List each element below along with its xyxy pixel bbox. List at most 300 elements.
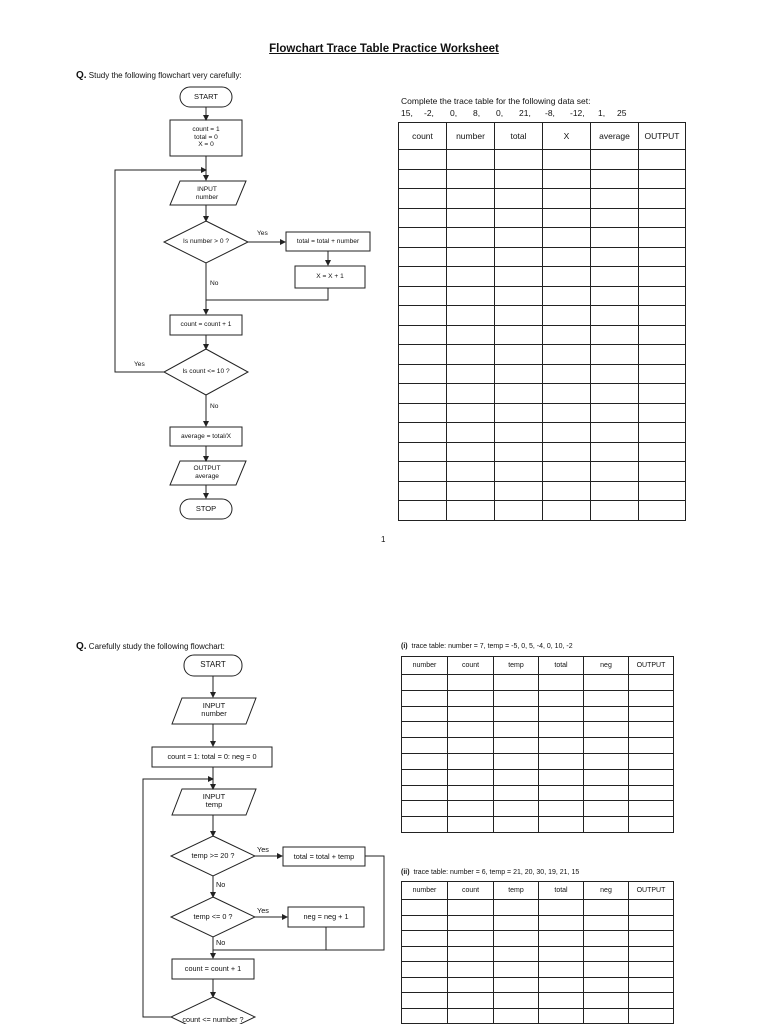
table-cell[interactable] — [591, 403, 639, 423]
table-cell[interactable] — [584, 817, 629, 833]
table-cell[interactable] — [539, 817, 584, 833]
table-cell[interactable] — [495, 481, 543, 501]
q2-decision3-text: count <= number ? — [182, 1015, 244, 1024]
q2-decision2-text: temp <= 0 ? — [193, 912, 233, 921]
table-row — [399, 423, 686, 443]
q1-total-text: total = total + number — [296, 238, 360, 245]
q1-init-line3: X = 0 — [198, 141, 214, 148]
table-cell[interactable] — [494, 931, 539, 947]
table-cell[interactable] — [584, 977, 629, 993]
table-cell[interactable] — [495, 286, 543, 306]
table-cell[interactable] — [584, 722, 629, 738]
table-cell[interactable] — [495, 423, 543, 443]
table-cell[interactable] — [447, 169, 495, 189]
table-cell[interactable] — [402, 769, 448, 785]
table-cell[interactable] — [495, 247, 543, 267]
table-row — [402, 962, 674, 978]
table-cell[interactable] — [591, 286, 639, 306]
table-cell[interactable] — [494, 675, 539, 691]
table-cell[interactable] — [495, 345, 543, 365]
table-cell[interactable] — [399, 169, 447, 189]
table-cell[interactable] — [591, 364, 639, 384]
table-cell[interactable] — [447, 364, 495, 384]
q1-init-line2: total = 0 — [194, 133, 218, 141]
table-cell[interactable] — [494, 785, 539, 801]
table-cell[interactable] — [539, 675, 584, 691]
table-cell[interactable] — [399, 228, 447, 248]
table-row — [399, 306, 686, 326]
col-header-count: count — [448, 657, 494, 675]
table-cell[interactable] — [402, 817, 448, 833]
table-row — [402, 706, 674, 722]
q2-input1-line1: INPUT — [202, 701, 226, 710]
col-header-count: count — [399, 123, 447, 150]
table-cell[interactable] — [543, 345, 591, 365]
caption-marker-ii: (ii) — [401, 869, 410, 876]
table-cell[interactable] — [399, 247, 447, 267]
table-cell[interactable] — [494, 900, 539, 916]
table-cell[interactable] — [447, 208, 495, 228]
table-cell[interactable] — [629, 706, 674, 722]
table-cell[interactable] — [447, 286, 495, 306]
table-cell[interactable] — [495, 403, 543, 423]
table-cell[interactable] — [639, 423, 686, 443]
table-cell[interactable] — [448, 962, 494, 978]
table-cell[interactable] — [539, 931, 584, 947]
q1-decision1-text: Is number > 0 ? — [183, 238, 229, 245]
data-value: 0, — [496, 108, 504, 118]
table-cell[interactable] — [402, 946, 448, 962]
table-cell[interactable] — [448, 931, 494, 947]
table-cell[interactable] — [402, 753, 448, 769]
table-cell[interactable] — [494, 706, 539, 722]
table-cell[interactable] — [495, 364, 543, 384]
table-cell[interactable] — [399, 306, 447, 326]
caption-text-ii: trace table: number = 6, temp = 21, 20, 30, 19, 21, 15 — [413, 869, 580, 876]
table-cell[interactable] — [639, 442, 686, 462]
table-cell[interactable] — [495, 208, 543, 228]
table-cell[interactable] — [543, 247, 591, 267]
table-cell[interactable] — [639, 462, 686, 482]
table-cell[interactable] — [495, 442, 543, 462]
table-row — [399, 384, 686, 404]
table-cell[interactable] — [448, 690, 494, 706]
table-row — [399, 286, 686, 306]
table-cell[interactable] — [494, 722, 539, 738]
table-cell[interactable] — [639, 501, 686, 521]
q1-decision2-text: Is count <= 10 ? — [182, 368, 230, 375]
table-cell[interactable] — [629, 769, 674, 785]
table-cell[interactable] — [629, 801, 674, 817]
table-cell[interactable] — [629, 1008, 674, 1024]
table-cell[interactable] — [495, 306, 543, 326]
table-cell[interactable] — [584, 675, 629, 691]
col-header-number: number — [402, 657, 448, 675]
table-cell[interactable] — [543, 442, 591, 462]
table-cell[interactable] — [584, 785, 629, 801]
table-cell[interactable] — [584, 931, 629, 947]
table-cell[interactable] — [399, 286, 447, 306]
table-cell[interactable] — [399, 364, 447, 384]
table-cell[interactable] — [543, 403, 591, 423]
table-cell[interactable] — [448, 817, 494, 833]
table-row — [399, 267, 686, 287]
table-cell[interactable] — [539, 962, 584, 978]
table-cell[interactable] — [448, 993, 494, 1009]
table-cell[interactable] — [448, 769, 494, 785]
table-cell[interactable] — [494, 769, 539, 785]
table-cell[interactable] — [629, 993, 674, 1009]
col-header-neg: neg — [584, 882, 629, 900]
table-row — [402, 769, 674, 785]
table-cell[interactable] — [543, 267, 591, 287]
table-cell[interactable] — [629, 900, 674, 916]
table-cell[interactable] — [447, 345, 495, 365]
q1-yes1-label: Yes — [257, 230, 268, 237]
table-cell[interactable] — [399, 462, 447, 482]
table-row — [399, 150, 686, 170]
table-cell[interactable] — [495, 169, 543, 189]
table-cell[interactable] — [494, 962, 539, 978]
table-row — [402, 801, 674, 817]
table-cell[interactable] — [539, 900, 584, 916]
table-cell[interactable] — [539, 722, 584, 738]
table-row — [402, 915, 674, 931]
table-cell[interactable] — [402, 993, 448, 1009]
table-cell[interactable] — [539, 946, 584, 962]
table-cell[interactable] — [494, 817, 539, 833]
table-cell[interactable] — [495, 501, 543, 521]
table-cell[interactable] — [591, 384, 639, 404]
caption-marker-i: (i) — [401, 643, 408, 650]
q2-trace-table-i — [401, 656, 674, 833]
table-cell[interactable] — [402, 675, 448, 691]
table-cell[interactable] — [448, 900, 494, 916]
table-cell[interactable] — [495, 228, 543, 248]
q2-table-i-caption — [401, 643, 573, 650]
table-cell[interactable] — [539, 915, 584, 931]
table-cell[interactable] — [399, 267, 447, 287]
table-cell[interactable] — [543, 364, 591, 384]
table-cell[interactable] — [402, 801, 448, 817]
table-row — [402, 722, 674, 738]
table-cell[interactable] — [447, 267, 495, 287]
table-cell[interactable] — [543, 501, 591, 521]
page-number: 1 — [381, 535, 386, 544]
table-cell[interactable] — [543, 169, 591, 189]
table-cell[interactable] — [494, 801, 539, 817]
table-cell[interactable] — [448, 706, 494, 722]
col-header-count: count — [448, 882, 494, 900]
table-cell[interactable] — [584, 900, 629, 916]
table-cell[interactable] — [639, 306, 686, 326]
table-cell[interactable] — [591, 325, 639, 345]
table-cell[interactable] — [494, 690, 539, 706]
table-cell[interactable] — [591, 442, 639, 462]
table-cell[interactable] — [543, 286, 591, 306]
table-cell[interactable] — [629, 690, 674, 706]
table-cell[interactable] — [495, 150, 543, 170]
table-cell[interactable] — [402, 785, 448, 801]
table-row — [399, 442, 686, 462]
data-value: 15, — [401, 108, 413, 118]
table-cell[interactable] — [402, 1008, 448, 1024]
table-cell[interactable] — [447, 306, 495, 326]
table-cell[interactable] — [639, 267, 686, 287]
table-row — [402, 675, 674, 691]
q1-table-intro: Complete the trace table for the following data set: — [401, 96, 591, 106]
table-cell[interactable] — [543, 384, 591, 404]
table-cell[interactable] — [639, 208, 686, 228]
table-cell[interactable] — [543, 228, 591, 248]
table-cell[interactable] — [539, 977, 584, 993]
caption-text-i: trace table: number = 7, temp = -5, 0, 5, -4, 0, 10, -2 — [411, 643, 573, 650]
table-cell[interactable] — [591, 462, 639, 482]
table-row — [402, 977, 674, 993]
table-cell[interactable] — [448, 801, 494, 817]
table-cell[interactable] — [447, 384, 495, 404]
table-cell[interactable] — [543, 150, 591, 170]
table-cell[interactable] — [591, 189, 639, 209]
q1-marker: Q. — [76, 70, 87, 81]
table-cell[interactable] — [539, 993, 584, 1009]
table-cell[interactable] — [448, 785, 494, 801]
table-cell[interactable] — [584, 690, 629, 706]
table-cell[interactable] — [494, 915, 539, 931]
table-cell[interactable] — [591, 247, 639, 267]
table-cell[interactable] — [543, 481, 591, 501]
table-row — [402, 785, 674, 801]
col-header-neg: neg — [584, 657, 629, 675]
table-cell[interactable] — [402, 962, 448, 978]
table-cell[interactable] — [629, 931, 674, 947]
table-cell[interactable] — [399, 501, 447, 521]
table-cell[interactable] — [584, 993, 629, 1009]
table-row — [399, 481, 686, 501]
data-value: -8, — [545, 108, 555, 118]
table-cell[interactable] — [494, 738, 539, 754]
table-cell[interactable] — [639, 481, 686, 501]
col-header-total: total — [539, 882, 584, 900]
table-cell[interactable] — [629, 915, 674, 931]
table-row — [399, 208, 686, 228]
table-cell[interactable] — [629, 946, 674, 962]
table-cell[interactable] — [448, 675, 494, 691]
table-cell[interactable] — [629, 785, 674, 801]
table-cell[interactable] — [402, 900, 448, 916]
table-cell[interactable] — [399, 481, 447, 501]
data-value: -2, — [424, 108, 434, 118]
col-header-output: OUTPUT — [639, 123, 686, 150]
q1-stop-text: STOP — [195, 504, 217, 513]
table-cell[interactable] — [494, 977, 539, 993]
table-cell[interactable] — [543, 306, 591, 326]
table-cell[interactable] — [591, 228, 639, 248]
table-cell[interactable] — [399, 423, 447, 443]
table-cell[interactable] — [448, 738, 494, 754]
data-value: -12, — [570, 108, 585, 118]
table-cell[interactable] — [629, 738, 674, 754]
table-cell[interactable] — [591, 150, 639, 170]
table-cell[interactable] — [495, 325, 543, 345]
table-cell[interactable] — [448, 1008, 494, 1024]
table-cell[interactable] — [447, 228, 495, 248]
table-cell[interactable] — [402, 915, 448, 931]
table-cell[interactable] — [495, 267, 543, 287]
table-cell[interactable] — [448, 722, 494, 738]
table-cell[interactable] — [495, 462, 543, 482]
q2-input2-text — [174, 793, 254, 808]
data-value: 1, — [598, 108, 606, 118]
table-cell[interactable] — [539, 690, 584, 706]
q2-count-text: count = count + 1 — [184, 964, 242, 973]
table-cell[interactable] — [584, 915, 629, 931]
table-cell[interactable] — [402, 931, 448, 947]
table-cell[interactable] — [629, 977, 674, 993]
table-cell[interactable] — [584, 1008, 629, 1024]
table-cell[interactable] — [447, 247, 495, 267]
q1-output-line2: average — [195, 472, 219, 480]
table-cell[interactable] — [447, 481, 495, 501]
table-cell[interactable] — [584, 769, 629, 785]
col-header-x: X — [543, 123, 591, 150]
table-row — [399, 325, 686, 345]
table-cell[interactable] — [629, 722, 674, 738]
q2-no2-label: No — [216, 938, 226, 947]
table-cell[interactable] — [591, 306, 639, 326]
table-cell[interactable] — [399, 384, 447, 404]
table-row — [399, 228, 686, 248]
table-cell[interactable] — [629, 817, 674, 833]
table-cell[interactable] — [402, 738, 448, 754]
table-cell[interactable] — [448, 977, 494, 993]
table-cell[interactable] — [447, 325, 495, 345]
table-cell[interactable] — [591, 481, 639, 501]
table-cell[interactable] — [539, 785, 584, 801]
table-cell[interactable] — [539, 801, 584, 817]
q2-input1-line2: number — [201, 708, 227, 718]
table-cell[interactable] — [629, 962, 674, 978]
table-cell[interactable] — [591, 169, 639, 189]
table-cell[interactable] — [495, 189, 543, 209]
table-cell[interactable] — [448, 946, 494, 962]
table-cell[interactable] — [494, 753, 539, 769]
table-cell[interactable] — [399, 442, 447, 462]
table-cell[interactable] — [639, 384, 686, 404]
data-value: 25 — [617, 108, 627, 118]
table-row — [402, 993, 674, 1009]
table-cell[interactable] — [543, 325, 591, 345]
table-cell[interactable] — [584, 753, 629, 769]
table-row — [402, 817, 674, 833]
col-header-temp: temp — [494, 657, 539, 675]
table-cell[interactable] — [402, 977, 448, 993]
table-cell[interactable] — [399, 150, 447, 170]
table-cell[interactable] — [447, 150, 495, 170]
table-cell[interactable] — [447, 403, 495, 423]
table-cell[interactable] — [639, 228, 686, 248]
table-cell[interactable] — [639, 364, 686, 384]
table-cell[interactable] — [591, 208, 639, 228]
q1-input-line2: number — [195, 193, 219, 201]
table-cell[interactable] — [639, 403, 686, 423]
table-cell[interactable] — [399, 189, 447, 209]
q1-no2-label: No — [210, 403, 219, 410]
table-cell[interactable] — [629, 675, 674, 691]
table-cell[interactable] — [543, 462, 591, 482]
data-value: 8, — [473, 108, 481, 118]
table-cell[interactable] — [448, 915, 494, 931]
table-cell[interactable] — [639, 189, 686, 209]
table-cell[interactable] — [447, 501, 495, 521]
table-cell[interactable] — [402, 706, 448, 722]
q2-input2-line2: temp — [205, 799, 223, 809]
table-cell[interactable] — [494, 946, 539, 962]
table-cell[interactable] — [539, 769, 584, 785]
table-cell[interactable] — [399, 208, 447, 228]
q2-neg-text: neg = neg + 1 — [303, 912, 349, 921]
table-cell[interactable] — [639, 345, 686, 365]
table-cell[interactable] — [539, 738, 584, 754]
table-cell[interactable] — [639, 247, 686, 267]
q2-trace-table-ii — [401, 881, 674, 1024]
table-cell[interactable] — [584, 801, 629, 817]
table-cell[interactable] — [639, 325, 686, 345]
table-cell[interactable] — [447, 189, 495, 209]
table-cell[interactable] — [584, 962, 629, 978]
table-cell[interactable] — [539, 1008, 584, 1024]
table-cell[interactable] — [399, 325, 447, 345]
table-cell[interactable] — [591, 423, 639, 443]
data-value: 21, — [519, 108, 531, 118]
table-cell[interactable] — [539, 753, 584, 769]
table-cell[interactable] — [591, 267, 639, 287]
table-cell[interactable] — [399, 403, 447, 423]
q2-start-text: START — [200, 660, 226, 669]
table-cell[interactable] — [591, 345, 639, 365]
table-cell[interactable] — [543, 423, 591, 443]
q2-total-text: total = total + temp — [293, 852, 355, 861]
table-cell[interactable] — [494, 993, 539, 1009]
table-cell[interactable] — [448, 753, 494, 769]
table-row — [399, 364, 686, 384]
col-header-total: total — [495, 123, 543, 150]
q1-no1-label: No — [210, 280, 219, 287]
table-cell[interactable] — [539, 706, 584, 722]
table-cell[interactable] — [639, 169, 686, 189]
table-cell[interactable] — [447, 423, 495, 443]
table-cell[interactable] — [494, 1008, 539, 1024]
table-cell[interactable] — [591, 501, 639, 521]
table-cell[interactable] — [543, 208, 591, 228]
table-cell[interactable] — [584, 706, 629, 722]
table-cell[interactable] — [402, 690, 448, 706]
col-header-number: number — [447, 123, 495, 150]
table-cell[interactable] — [639, 286, 686, 306]
table-cell[interactable] — [402, 722, 448, 738]
table-cell[interactable] — [543, 189, 591, 209]
table-cell[interactable] — [399, 345, 447, 365]
q1-x-text: X = X + 1 — [316, 273, 344, 280]
col-header-output: OUTPUT — [629, 657, 674, 675]
table-cell[interactable] — [584, 738, 629, 754]
table-cell[interactable] — [447, 442, 495, 462]
table-cell[interactable] — [629, 753, 674, 769]
table-cell[interactable] — [495, 384, 543, 404]
table-cell[interactable] — [639, 150, 686, 170]
table-cell[interactable] — [584, 946, 629, 962]
table-cell[interactable] — [447, 462, 495, 482]
